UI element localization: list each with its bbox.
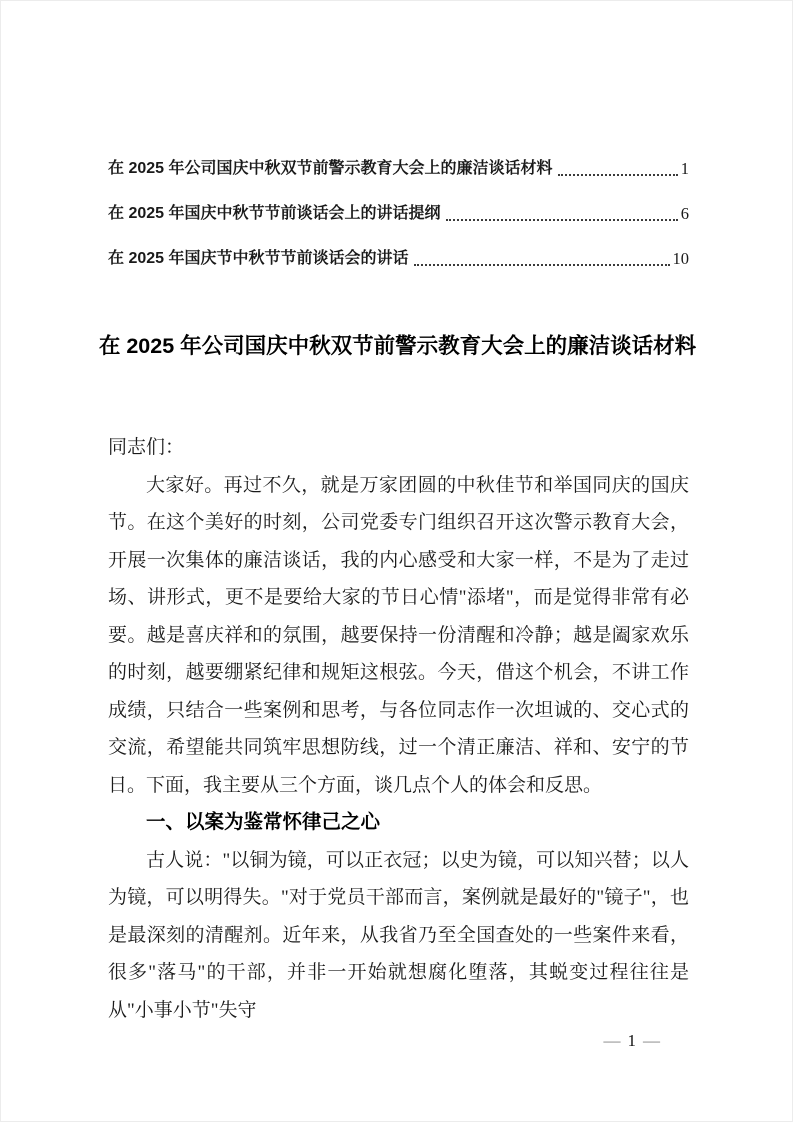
section-1-heading: 一、以案为鉴常怀律己之心 xyxy=(146,811,381,833)
toc-dotted-leader xyxy=(446,219,678,221)
toc-entry-title: 在 2025 年公司国庆中秋双节前警示教育大会上的廉洁谈话材料 xyxy=(108,160,553,177)
toc-entry-2[interactable] xyxy=(108,202,689,226)
toc-page-number: 1 xyxy=(680,159,689,178)
page-footer xyxy=(597,1030,668,1052)
body-paragraph-1: 大家好。再过不久，就是万家团圆的中秋佳节和举国同庆的国庆节。在这个美好的时刻，公司党委专门组织召开这次警示教育大会，开展一次集体的廉洁谈话，我的内心感受和大家一样，不是为了走过场、讲形式，更不是要给大家的节日心情"添堵"，而是觉得非常有必要。越是喜庆祥和的氛围，越要保持一份清醒和冷静；越是阖家欢乐的时刻，越要绷紧纪律和规矩这根弦。今天，借这个机会，不讲工作成绩，只结合一些案例和思考，与各位同志作一次坦诚的、交心式的交流，希望能共同筑牢思想防线，过一个清正廉洁、祥和、安宁的节日。下面，我主要从三个方面，谈几点个人的体会和反思。 xyxy=(108,474,689,796)
toc-entry-3[interactable] xyxy=(108,247,689,271)
toc-page-number: 10 xyxy=(672,249,689,268)
document-body xyxy=(108,429,689,1029)
footer-dash-right: — xyxy=(643,1031,660,1050)
salutation: 同志们： xyxy=(108,437,185,458)
toc-entry-title: 在 2025 年国庆节中秋节节前谈话会的讲话 xyxy=(108,250,409,267)
toc-entry-1[interactable] xyxy=(108,157,689,181)
toc-entry-title: 在 2025 年国庆中秋节节前谈话会上的讲话提纲 xyxy=(108,205,441,222)
toc-dotted-leader xyxy=(414,264,670,266)
table-of-contents xyxy=(108,157,689,292)
document-title: 在 2025 年公司国庆中秋双节前警示教育大会上的廉洁谈话材料 xyxy=(98,334,697,358)
toc-dotted-leader xyxy=(558,174,678,176)
toc-page-number: 6 xyxy=(680,204,689,223)
footer-dash-left: — xyxy=(603,1031,621,1050)
body-paragraph-2: 古人说："以铜为镜，可以正衣冠；以史为镜，可以知兴替；以人为镜，可以明得失。"对于党员干部而言，案例就是最好的"镜子"，也是最深刻的清醒剂。近年来，从我省乃至全国查处的一些案件来看，很多"落马"的干部，并非一开始就想腐化堕落，其蜕变过程往往是从"小事小节"失守 xyxy=(108,849,689,1021)
footer-page-number: 1 xyxy=(627,1031,636,1050)
